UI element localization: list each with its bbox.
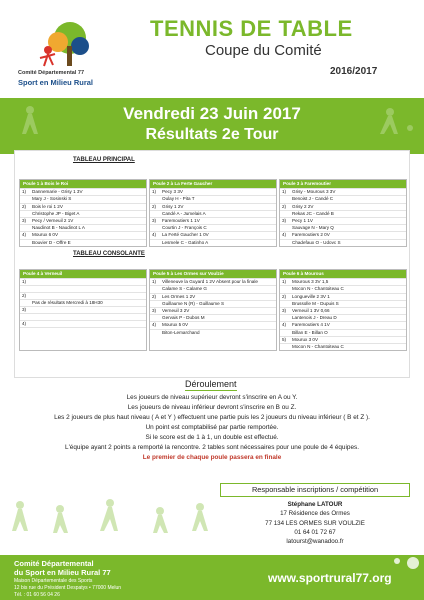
tableau-principal-pools [19,179,407,247]
tableau-consolante-title: TABLEAU CONSOLANTE [73,251,145,257]
rule-line: Si le score est de 1 à 1, un double est effectué. [145,433,279,441]
pool-3 [279,179,407,247]
table-row: Biton-Lemarchand [150,329,276,336]
table-row [20,285,146,292]
pool-header: Poule 4 à Verneuil [20,270,146,278]
logo [18,18,113,90]
final-note: Le premier de chaque poule passera en finale [142,453,282,461]
table-row: Pas de résultats Mercredi à 18H30 [20,299,146,306]
table-row: 3) Verneuil 1 3V 0,66 [280,307,406,314]
table-row: Chadefaux O - Udovc S [280,239,406,246]
footer-phone: Tél. : 01 60 56 04 26 [14,592,60,598]
pool-1 [19,179,147,247]
contact-name: Stéphane LATOUR [287,501,343,508]
event-subtitle: Résultats 2e Tour [145,126,279,143]
table-row: Gervais P - Dubos M [150,314,276,321]
table-row: Rekas JC - Candé B [280,210,406,217]
table-row: Benoist J - Candé C [280,195,406,202]
table-row [20,313,146,320]
table-row: Billan E - Billan O [280,329,406,336]
tableau-principal-title: TABLEAU PRINCIPAL [73,157,135,163]
table-row: Lantenois J - Dreau D [280,314,406,321]
contact-phone: 01 64 01 72 67 [294,528,336,536]
rule-line: L'équipe ayant 2 points a remporté la rencontre. 2 tables sont nécessaires pour une poule de 4 équipes. [65,443,359,451]
contact-address-line2: 77 134 LES ORMES SUR VOULZIE [265,519,365,527]
table-row: Courtin J - François C [150,224,276,231]
sports-silhouettes-icon [0,495,230,550]
contact-block [230,500,400,546]
deroulement-title: Déroulement [185,379,237,389]
table-row: 2) Longueville 2 3V 1 [280,293,406,300]
table-row: Sauvage N - Mary Q [280,224,406,231]
footer-address-line2: 12 bis rue du Président Despatys • 77000 Melun [14,585,122,591]
table-row: 4) [20,320,146,327]
table-row: Calame S - Calame G [150,285,276,292]
table-row: 2) Bois le roi 1 2V [20,203,146,210]
rule-line: Les joueurs de niveau supérieur devront s'inscrire en A ou Y. [126,394,298,401]
pool-2 [149,179,277,247]
pool-header: Poule 6 à Mourous [280,270,406,278]
pool-6 [279,269,407,351]
ping-pong-paddle-icon [385,555,421,575]
season-label: 2016/2017 [330,66,378,77]
date-banner [0,98,424,154]
pool-header: Poule 1 à Bois le Roi [20,180,146,188]
tree-logo-icon [36,18,96,68]
table-row: Oulay H - Pita T [150,195,276,202]
table-row: 1) Mourous 3 3V 1,5 [280,278,406,285]
table-row: 3) Verneuil 3 2V [150,307,276,314]
table-row: 1) Grisy - Mourous 3 3V [280,188,406,195]
table-row: 4) Faremoutiers 4 1V [280,321,406,328]
footer-org-line1: Comité Départemental [14,559,94,568]
table-row: 3) Pecy 1 1V [280,217,406,224]
table-row: 2) Grisy 1 2V [150,203,276,210]
table-row: Candé A - Jumelais A [150,210,276,217]
pool-header: Poule 2 à La Ferte Gaucher [150,180,276,188]
pool-header: Poule 5 à Les Ormes sur Voulzie [150,270,276,278]
table-row: Mocon N - Chantoiteau C [280,343,406,350]
deroulement-text [0,393,424,462]
logo-text-line1: Comité Départemental 77 [18,70,85,76]
table-row: Mocon N - Chantoiteau C [280,285,406,292]
table-row: Brussolle M - Dupuis S [280,300,406,307]
contact-address-line1: 17 Résidence des Ormes [280,510,350,518]
website-link[interactable]: www.sportrural77.org [268,571,392,585]
table-row: 4) Mourux 5 0V [150,321,276,328]
table-row: Naudinot B - Naudinot L A [20,224,146,231]
footer-address-line1: Maison Départementale des Sports [14,578,93,584]
table-row: 1) Villeneuve la Guyard 1 2V Absent pour la finale [150,278,276,285]
rule-line: Un point est comptabilisé par partie remportée. [145,423,279,431]
table-row: 1) [20,278,146,285]
page-subtitle: Coupe du Comité [205,42,322,59]
table-row: 1) Pecy 3 3V [150,188,276,195]
page-title: TENNIS DE TABLE [150,16,353,41]
event-date: Vendredi 23 Juin 2017 [123,104,301,123]
rule-line: Les joueurs de niveau inférieur devront s'inscrire en B ou Z. [127,403,297,411]
table-row: 2) Les Ormes 1 2V [150,293,276,300]
footer-org-line2: du Sport en Milieu Rural 77 [14,568,111,577]
table-row: 2) [20,292,146,299]
responsable-title: Responsable inscriptions / compétition [220,483,410,497]
table-row: 4) La Ferté Gaucher 1 0V [150,231,276,238]
rule-line: Les 2 joueurs de plus haut niveau ( A et Y ) effectuent une partie puis les 2 joueurs du niveau inférieur ( B et Z ). [54,413,370,421]
table-row: 5) Mourux 3 0V [280,336,406,343]
pool-header: Poule 3 à Faremoutier [280,180,406,188]
footer [0,555,424,600]
results-sheet [14,150,410,378]
table-row: Bouvier D - Offre E [20,239,146,246]
table-row: Mary J - Sosinski S [20,195,146,202]
pool-4 [19,269,147,351]
table-row: Christophe JP - Biget A [20,210,146,217]
contact-email[interactable]: latourst@wanadoo.fr [286,538,344,546]
table-row: 2) Grisy 2 2V [280,203,406,210]
table-row: Guillaume N (R) - Guillaume S [150,300,276,307]
logo-text-line2: Sport en Milieu Rural [18,78,94,87]
table-row [20,327,146,334]
tableau-consolante-pools [19,269,407,351]
table-row: 1) Dannemarie - Grisy 1 3V [20,188,146,195]
table-row: 3) Pecy / Verneuil 2 1V [20,217,146,224]
table-row: Lesmele C - Gatinho A [150,239,276,246]
pool-5 [149,269,277,351]
table-row: 4) Faremoutiers 2 0V [280,231,406,238]
table-row: 3) Faremoutiers 1 1V [150,217,276,224]
table-row: 4) Mourux 6 0V [20,231,146,238]
table-row: 3) [20,306,146,313]
